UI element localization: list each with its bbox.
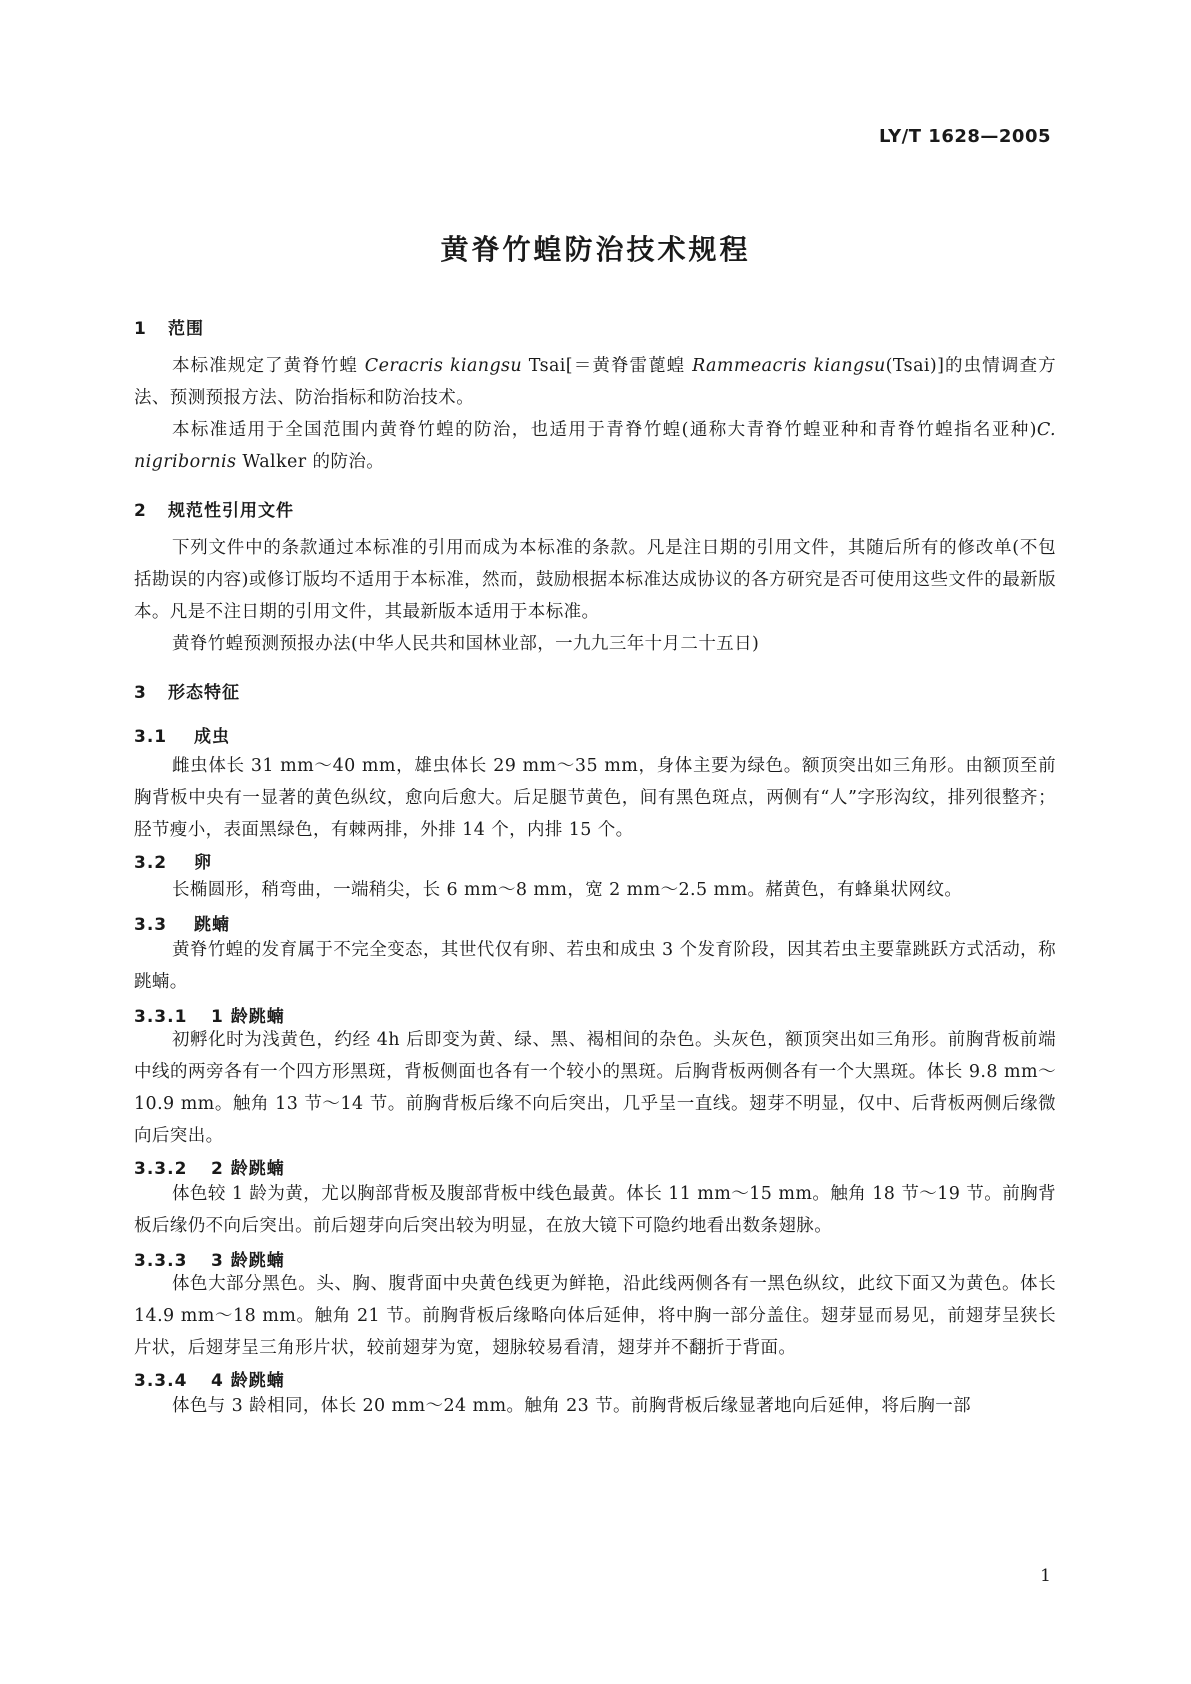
instar-3-paragraph: 体色大部分黑色。头、胸、腹背面中央黄色线更为鲜艳，沿此线两侧各有一黑色纵纹，此纹下面又为黄色。体长 14.9 mm～18 mm。触角 21 节。前胸背板后缘略向体后延伸，将中胸一部分盖住。翅芽显而易见，前翅芽呈狭长片状，后翅芽呈三角形片状，较前翅芽为宽，翅脉较易看清，翅芽并不翻折于背面。: [134, 1274, 1056, 1358]
species-synonym-italic: Rammeacris kiangsu: [692, 356, 886, 376]
subsection-title: 4 龄跳蝻: [211, 1371, 285, 1391]
scope-paragraph-2: 本标准适用于全国范围内黄脊竹蝗的防治，也适用于青脊竹蝗(通称大青脊竹蝗亚种和青脊竹蝗指名亚种)C. nigribornis Walker 的防治。: [134, 420, 1056, 472]
subsection-title: 1 龄跳蝻: [211, 1007, 285, 1027]
subsection-number: 3.2: [134, 853, 168, 873]
nymph-paragraph: 黄脊竹蝗的发育属于不完全变态，其世代仅有卵、若虫和成虫 3 个发育阶段，因其若虫主要靠跳跃方式活动，称跳蝻。: [134, 940, 1056, 992]
subsection-title: 跳蝻: [194, 915, 230, 935]
section-heading-2: [134, 496, 294, 521]
section-title: 范围: [168, 319, 204, 339]
document-title: 黄脊竹蝗防治技术规程: [440, 233, 751, 266]
section-heading-1: [134, 314, 204, 339]
references-paragraph-2: 黄脊竹蝗预测预报办法(中华人民共和国林业部，一九九三年十月二十五日): [172, 634, 760, 654]
section-number: 2: [134, 501, 147, 521]
egg-paragraph: 长椭圆形，稍弯曲，一端稍尖，长 6 mm～8 mm，宽 2 mm～2.5 mm。赭黄色，有蜂巢状网纹。: [172, 880, 963, 900]
subsection-title: 成虫: [194, 727, 230, 747]
subsection-heading-3-1: [134, 722, 230, 747]
section-heading-3: [134, 678, 240, 703]
subsection-heading-3-3: [134, 910, 230, 935]
subsection-number: 3.3.4: [134, 1371, 188, 1391]
section-title: 形态特征: [168, 683, 240, 703]
subsection-number: 3.3.3: [134, 1251, 188, 1271]
instar-4-paragraph: 体色与 3 龄相同，体长 20 mm～24 mm。触角 23 节。前胸背板后缘显著地向后延伸，将后胸一部: [172, 1396, 972, 1416]
instar-1-paragraph: 初孵化时为浅黄色，约经 4h 后即变为黄、绿、黑、褐相间的杂色。头灰色，额顶突出如三角形。前胸背板前端中线的两旁各有一个四方形黑斑，背板侧面也各有一个较小的黑斑。后胸背板两侧各有一个大黑斑。体长 9.8 mm～10.9 mm。触角 13 节～14 节。前胸背板后缘不向后突出，几乎呈一直线。翅芽不明显，仅中、后背板两侧后缘微向后突出。: [134, 1030, 1056, 1146]
adult-paragraph: 雌虫体长 31 mm～40 mm，雄虫体长 29 mm～35 mm，身体主要为绿色。额顶突出如三角形。由额顶至前胸背板中央有一显著的黄色纵纹，愈向后愈大。后足腿节黄色，间有黑色斑点，两侧有“人”字形沟纹，排列很整齐；胫节瘦小，表面黑绿色，有棘两排，外排 14 个，内排 15 个。: [134, 756, 1056, 840]
section-number: 1: [134, 319, 147, 339]
standard-code: LY/T 1628—2005: [878, 126, 1051, 147]
subsection-number: 3.3: [134, 915, 168, 935]
instar-2-paragraph: 体色较 1 龄为黄，尤以胸部背板及腹部背板中线色最黄。体长 11 mm～15 mm。触角 18 节～19 节。前胸背板后缘仍不向后突出。前后翅芽向后突出较为明显，在放大镜下可隐约地看出数条翅脉。: [134, 1184, 1056, 1236]
references-paragraph-1: 下列文件中的条款通过本标准的引用而成为本标准的条款。凡是注日期的引用文件，其随后所有的修改单(不包括勘误的内容)或修订版均不适用于本标准，然而，鼓励根据本标准达成协议的各方研究是否可使用这些文件的最新版本。凡是不注日期的引用文件，其最新版本适用于本标准。: [134, 538, 1056, 622]
scope-paragraph-1: 本标准规定了黄脊竹蝗 Ceracris kiangsu Tsai[＝黄脊雷蓖蝗 Rammeacris kiangsu(Tsai)]的虫情调查方法、预测预报方法、防治指标和防治技术。: [134, 356, 1057, 408]
subsection-heading-3-3-4: [134, 1366, 285, 1391]
species-name-italic: Ceracris kiangsu: [364, 356, 523, 376]
section-number: 3: [134, 683, 147, 703]
subsection-number: 3.3.1: [134, 1007, 188, 1027]
subsection-number: 3.3.2: [134, 1159, 188, 1179]
subsection-title: 卵: [194, 853, 212, 873]
subsection-number: 3.1: [134, 727, 168, 747]
species-name-italic: C. nigribornis: [134, 420, 1056, 472]
subsection-title: 3 龄跳蝻: [211, 1251, 285, 1271]
subsection-heading-3-3-2: [134, 1154, 285, 1179]
subsection-heading-3-2: [134, 848, 212, 873]
subsection-title: 2 龄跳蝻: [211, 1159, 285, 1179]
section-title: 规范性引用文件: [168, 501, 294, 521]
page-number: 1: [1040, 1566, 1051, 1586]
